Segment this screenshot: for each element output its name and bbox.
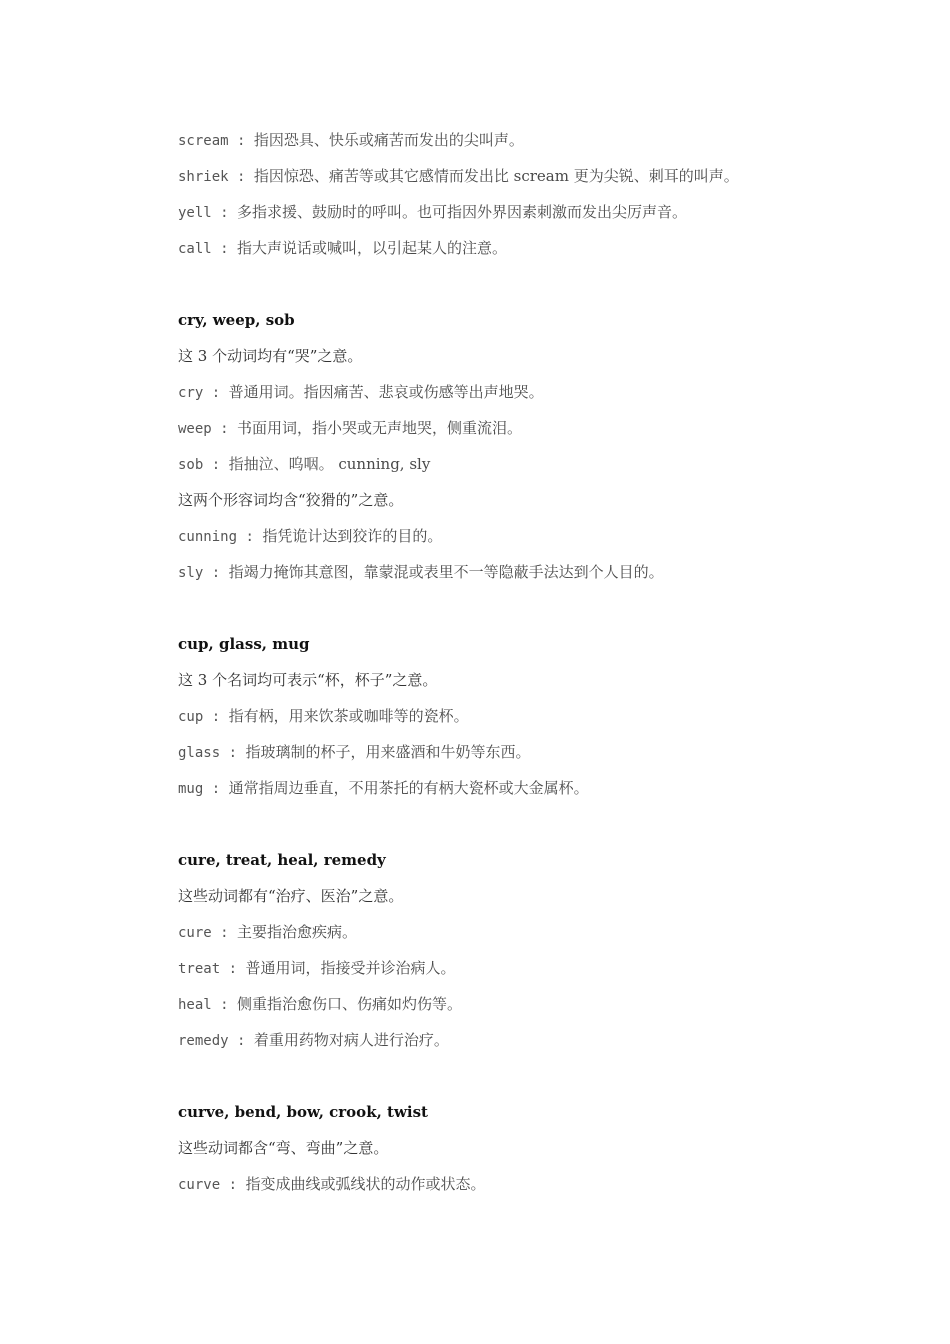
definition-line: scream : 指因恐具、快乐或痛苦而发出的尖叫声。 [178,131,524,149]
term: glass [178,745,221,761]
definition: 指有柄，用来饮茶或咖啡等的瓷杯。 [228,707,469,725]
definition: 指因惊恐、痛苦等或其它感情而发出比 scream 更为尖锐、刺耳的叫声。 [253,167,739,185]
term: cunning [178,529,238,545]
term: yell [178,205,212,221]
group-heading: curve, bend, bow, crook, twist [178,1103,428,1121]
term: call [178,241,212,257]
term: cure [178,925,212,941]
group-intro: 这些动词都含“弯、弯曲”之意。 [178,1139,389,1157]
definition-line: cunning : 指凭诡计达到狡诈的目的。 [178,527,443,545]
definition: 指大声说话或喊叫，以引起某人的注意。 [237,239,508,257]
definition: 普通用词，指接受并诊治病人。 [245,959,456,977]
term: sly [178,565,204,581]
definition-line: sob : 指抽泣、呜咽。 cunning, sly [178,455,431,473]
spacer [178,590,898,626]
definition: 指玻璃制的杯子，用来盛酒和牛奶等东西。 [245,743,531,761]
definition-line: curve : 指变成曲线或弧线状的动作或状态。 [178,1175,486,1193]
definition-line: weep : 书面用词，指小哭或无声地哭，侧重流泪。 [178,419,523,437]
group-intro: 这些动词都有“治疗、医治”之意。 [178,887,404,905]
definition: 指竭力掩饰其意图，靠蒙混或表里不一等隐蔽手法达到个人目的。 [228,563,664,581]
definition: 侧重指治愈伤口、伤痛如灼伤等。 [237,995,463,1013]
group-heading: cure, treat, heal, remedy [178,851,386,869]
definition: 主要指治愈疾病。 [237,923,358,941]
term: mug [178,781,204,797]
term: remedy [178,1033,229,1049]
definition-line: glass : 指玻璃制的杯子，用来盛酒和牛奶等东西。 [178,743,531,761]
term: cry [178,385,204,401]
definition: 指因恐具、快乐或痛苦而发出的尖叫声。 [253,131,524,149]
term: scream [178,133,229,149]
spacer [178,1058,898,1094]
definition-line: heal : 侧重指治愈伤口、伤痛如灼伤等。 [178,995,463,1013]
group-intro: 这两个形容词均含“狡猾的”之意。 [178,491,404,509]
definition: 普通用词。指因痛苦、悲哀或伤感等出声地哭。 [228,383,544,401]
definition: 指凭诡计达到狡诈的目的。 [262,527,443,545]
term: curve [178,1177,221,1193]
definition-line: shriek : 指因惊恐、痛苦等或其它感情而发出比 scream 更为尖锐、刺耳的叫声。 [178,167,739,185]
definition: 多指求援、鼓励时的呼叫。也可指因外界因素刺激而发出尖厉声音。 [237,203,688,221]
term: weep [178,421,212,437]
definition: 指变成曲线或弧线状的动作或状态。 [245,1175,486,1193]
group-heading: cry, weep, sob [178,311,295,329]
definition: 着重用药物对病人进行治疗。 [253,1031,449,1049]
definition: 通常指周边垂直，不用茶托的有柄大瓷杯或大金属杯。 [228,779,589,797]
term: shriek [178,169,229,185]
term: heal [178,997,212,1013]
definition: 指抽泣、呜咽。 cunning, sly [228,455,431,473]
definition-line: yell : 多指求援、鼓励时的呼叫。也可指因外界因素刺激而发出尖厉声音。 [178,203,688,221]
definition-line: call : 指大声说话或喊叫，以引起某人的注意。 [178,239,508,257]
term: treat [178,961,221,977]
spacer [178,266,898,302]
definition: 书面用词，指小哭或无声地哭，侧重流泪。 [237,419,523,437]
definition-line: cure : 主要指治愈疾病。 [178,923,358,941]
definition-line: sly : 指竭力掩饰其意图，靠蒙混或表里不一等隐蔽手法达到个人目的。 [178,563,664,581]
definition-line: mug : 通常指周边垂直，不用茶托的有柄大瓷杯或大金属杯。 [178,779,589,797]
document-body [178,122,898,1202]
definition-line: cry : 普通用词。指因痛苦、悲哀或伤感等出声地哭。 [178,383,544,401]
definition-line: treat : 普通用词，指接受并诊治病人。 [178,959,456,977]
definition-line: cup : 指有柄，用来饮茶或咖啡等的瓷杯。 [178,707,469,725]
group-intro: 这 3 个动词均有“哭”之意。 [178,347,363,365]
group-intro: 这 3 个名词均可表示“杯，杯子”之意。 [178,671,438,689]
term: cup [178,709,204,725]
group-heading: cup, glass, mug [178,635,310,653]
spacer [178,806,898,842]
term: sob [178,457,204,473]
definition-line: remedy : 着重用药物对病人进行治疗。 [178,1031,449,1049]
